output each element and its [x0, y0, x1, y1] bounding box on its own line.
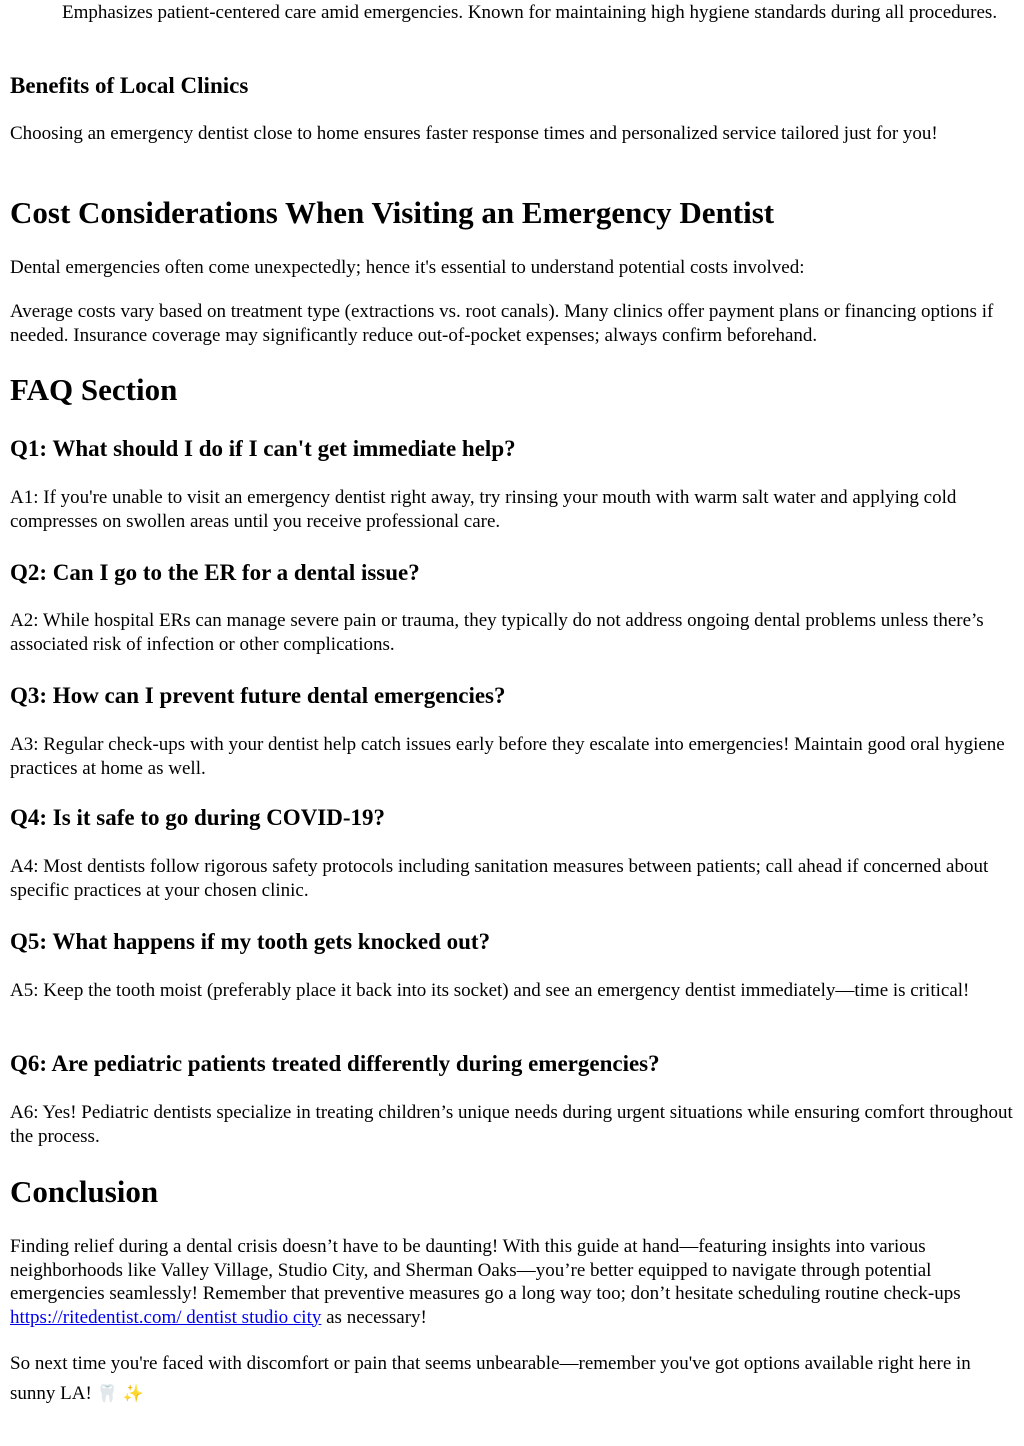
- local-clinics-heading: Benefits of Local Clinics: [10, 73, 249, 98]
- faq-question: Q6: Are pediatric patients treated differently during emergencies?: [10, 1051, 660, 1076]
- faq-question: Q2: Can I go to the ER for a dental issue?: [10, 560, 420, 585]
- cost-heading: Cost Considerations When Visiting an Emergency Dentist: [10, 195, 775, 230]
- clinic-description: Emphasizes patient-centered care amid emergencies. Known for maintaining high hygiene standards during all procedures.: [62, 2, 998, 23]
- faq-answer: A4: Most dentists follow rigorous safety protocols including sanitation measures between patients; call ahead if concerned about specific practices at your chosen clinic.: [10, 856, 989, 901]
- local-clinics-body: Choosing an emergency dentist close to home ensures faster response times and personalized service tailored just for you!: [10, 123, 938, 144]
- conclusion-text: Finding relief during a dental crisis doesn’t have to be daunting! With this guide at hand—featuring insights into various neighborhoods like Valley Village, Studio City, and Sherman Oaks—you’re better equipped to navigate through potential emergencies seamlessly! Remember that preventive measures go a long way too; don’t hesitate scheduling routine check-ups: [10, 1236, 961, 1304]
- ritedentist-link[interactable]: https://ritedentist.com/ dentist studio city: [10, 1306, 322, 1328]
- faq-question: Q3: How can I prevent future dental emergencies?: [10, 683, 506, 708]
- conclusion-text-end: as necessary!: [321, 1306, 427, 1328]
- tooth-icon: 🦷: [96, 1384, 118, 1404]
- faq-answer: A2: While hospital ERs can manage severe pain or trauma, they typically do not address ongoing dental problems unless there’s associated risk of infection or other complications.: [10, 610, 984, 655]
- faq-question: Q5: What happens if my tooth gets knocked out?: [10, 929, 491, 954]
- conclusion-body: [10, 1235, 1014, 1329]
- faq-answer: A6: Yes! Pediatric dentists specialize in treating children’s unique needs during urgent situations while ensuring comfort throughout the process.: [10, 1102, 1013, 1147]
- faq-answer: A3: Regular check-ups with your dentist help catch issues early before they escalate into emergencies! Maintain good oral hygiene practices at home as well.: [10, 734, 1005, 779]
- sparkles-icon: ✨: [122, 1384, 144, 1404]
- faq-answer: A5: Keep the tooth moist (preferably place it back into its socket) and see an emergency dentist immediately—time is critical!: [10, 980, 970, 1001]
- faq-answer: A1: If you're unable to visit an emergency dentist right away, try rinsing your mouth with warm salt water and applying cold compresses on swollen areas until you receive professional care.: [10, 487, 957, 532]
- cost-intro: Dental emergencies often come unexpectedly; hence it's essential to understand potential costs involved:: [10, 257, 805, 278]
- closing-text: So next time you're faced with discomfort or pain that seems unbearable—remember you've got options available right here in sunny LA!: [10, 1353, 971, 1404]
- closing-paragraph: [10, 1349, 1014, 1409]
- faq-heading: FAQ Section: [10, 372, 178, 407]
- faq-question: Q1: What should I do if I can't get immediate help?: [10, 436, 516, 461]
- faq-question: Q4: Is it safe to go during COVID-19?: [10, 805, 386, 830]
- cost-body: Average costs vary based on treatment type (extractions vs. root canals). Many clinics offer payment plans or financing options if needed. Insurance coverage may significantly reduce out-of-pocket expenses; always confirm beforehand.: [10, 301, 994, 346]
- conclusion-heading: Conclusion: [10, 1174, 159, 1209]
